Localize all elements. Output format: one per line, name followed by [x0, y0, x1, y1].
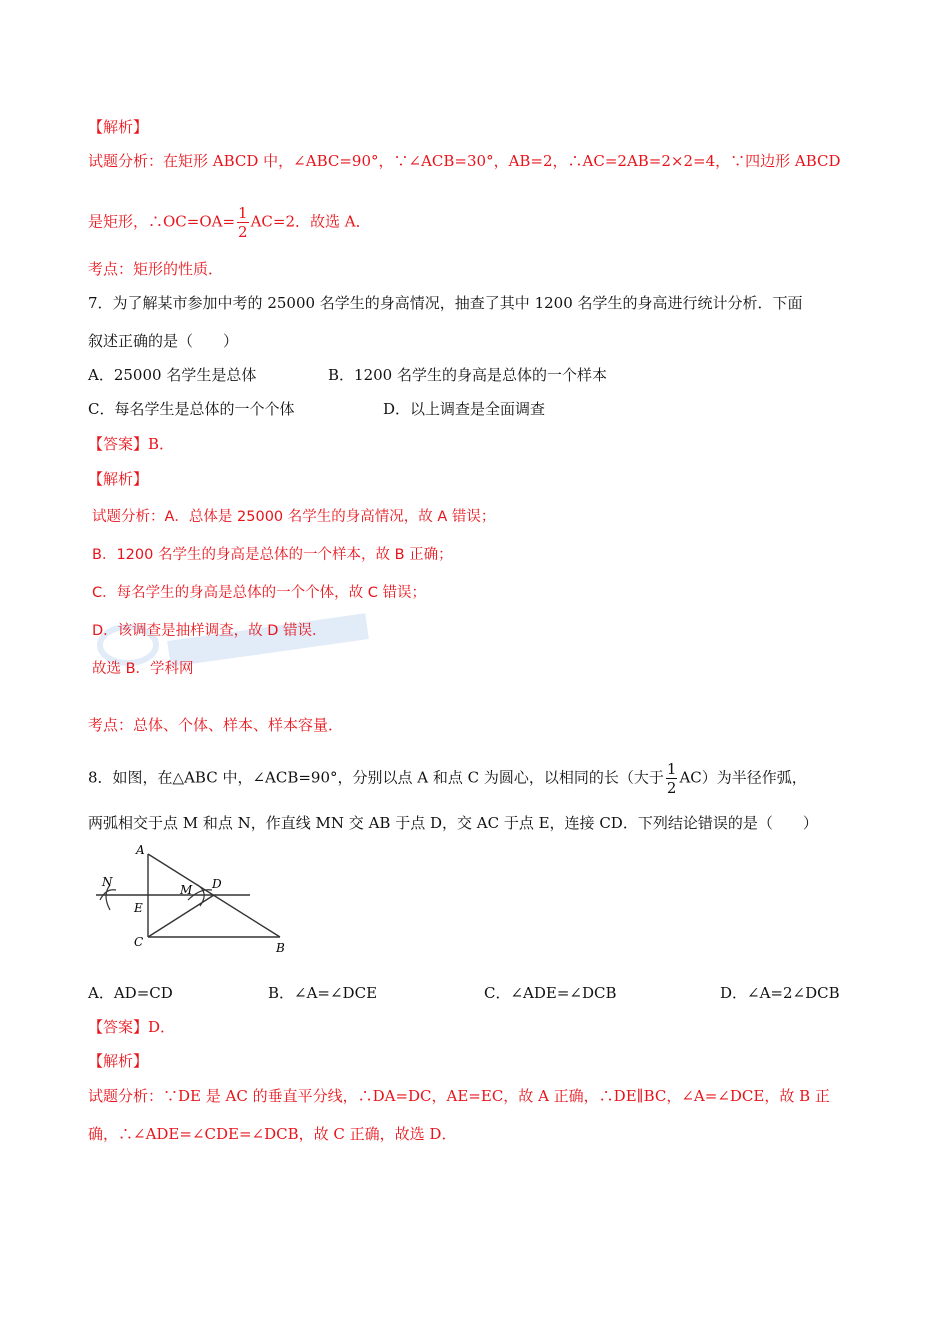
q7-analysis-c: C．每名学生的身高是总体的一个个体，故 C 错误；: [92, 585, 426, 601]
label-m: M: [180, 883, 193, 897]
q6-analysis-line2: [88, 204, 371, 241]
q8-analysis-tag: 【解析】: [88, 1052, 149, 1070]
q7-analysis-tag: 【解析】: [88, 470, 149, 488]
q7-stem-line1: 7．为了解某市参加中考的 25000 名学生的身高情况，抽查了其中 1200 名学生的身高进行统计分析．下面: [88, 294, 803, 312]
q7-analysis-a: 试题分析：A．总体是 25000 名学生的身高情况，故 A 错误；: [92, 509, 496, 525]
q8-frac-num: 1: [666, 760, 677, 778]
label-c: C: [134, 935, 144, 949]
q8-stem-line2: 两弧相交于点 M 和点 N，作直线 MN 交 AB 于点 D，交 AC 于点 E，连接 CD．下列结论错误的是（ ）: [88, 814, 818, 832]
q6-frac-den: 2: [238, 223, 248, 241]
q8-analysis-line2: 确，∴∠ADE=∠CDE=∠DCB，故 C 正确，故选 D．: [88, 1125, 457, 1143]
label-e: E: [134, 901, 143, 915]
q7-analysis-d: D．该调查是抽样调查，故 D 错误．: [92, 623, 327, 639]
q8-figure: [92, 840, 292, 960]
q6-fraction: [237, 204, 249, 241]
q7-kaodian: 考点：总体、个体、样本、样本容量．: [88, 716, 344, 734]
triangle-diagram: [92, 840, 292, 960]
q8-frac-den: 2: [666, 779, 677, 797]
q6-line2-b: AC=2．故选 A．: [250, 212, 371, 231]
q7-option-a: A．25000 名学生是总体: [88, 366, 257, 384]
q8-option-a: A．AD=CD: [88, 984, 173, 1002]
q8-option-b: B．∠A=∠DCE: [268, 984, 378, 1002]
q7-option-b: B．1200 名学生的身高是总体的一个样本: [328, 366, 607, 384]
q6-analysis-tag: 【解析】: [88, 118, 149, 136]
q8-fraction: [666, 760, 678, 797]
q7-answer: 【答案】B．: [88, 435, 175, 453]
q6-line2-a: 是矩形，∴OC=OA=: [88, 212, 236, 231]
q6-analysis-line1: 试题分析：在矩形 ABCD 中，∠ABC=90°，∵∠ACB=30°，AB=2，∴AC=2AB=2×2=4，∵四边形 ABCD: [88, 152, 841, 170]
q8-stem-line1: [88, 760, 807, 797]
q7-option-d: D．以上调查是全面调查: [383, 400, 546, 418]
q8-option-c: C．∠ADE=∠DCB: [484, 984, 617, 1002]
q7-stem-line2: 叙述正确的是（ ）: [88, 332, 239, 350]
q8-stem1-a: 8．如图，在△ABC 中，∠ACB=90°，分别以点 A 和点 C 为圆心，以相同的长（大于: [88, 768, 664, 787]
q7-option-c: C．每名学生是总体的一个个体: [88, 400, 295, 418]
q8-option-d: D．∠A=2∠DCB: [720, 984, 840, 1002]
label-n: N: [102, 875, 113, 889]
q8-stem1-b: AC）为半径作弧，: [679, 768, 807, 787]
label-d: D: [212, 877, 222, 891]
label-a: A: [136, 843, 145, 857]
q6-kaodian: 考点：矩形的性质．: [88, 260, 224, 278]
q7-analysis-b: B．1200 名学生的身高是总体的一个样本，故 B 正确；: [92, 547, 453, 563]
q8-answer: 【答案】D．: [88, 1018, 176, 1036]
q8-analysis-line1: 试题分析：∵DE 是 AC 的垂直平分线，∴DA=DC，AE=EC，故 A 正确，∴DE∥BC，∠A=∠DCE，故 B 正: [88, 1087, 830, 1105]
q6-frac-num: 1: [238, 204, 248, 222]
label-b: B: [276, 941, 285, 955]
q7-analysis-conclusion: 故选 B．学科网: [92, 661, 194, 677]
segment-cd: [148, 895, 214, 937]
